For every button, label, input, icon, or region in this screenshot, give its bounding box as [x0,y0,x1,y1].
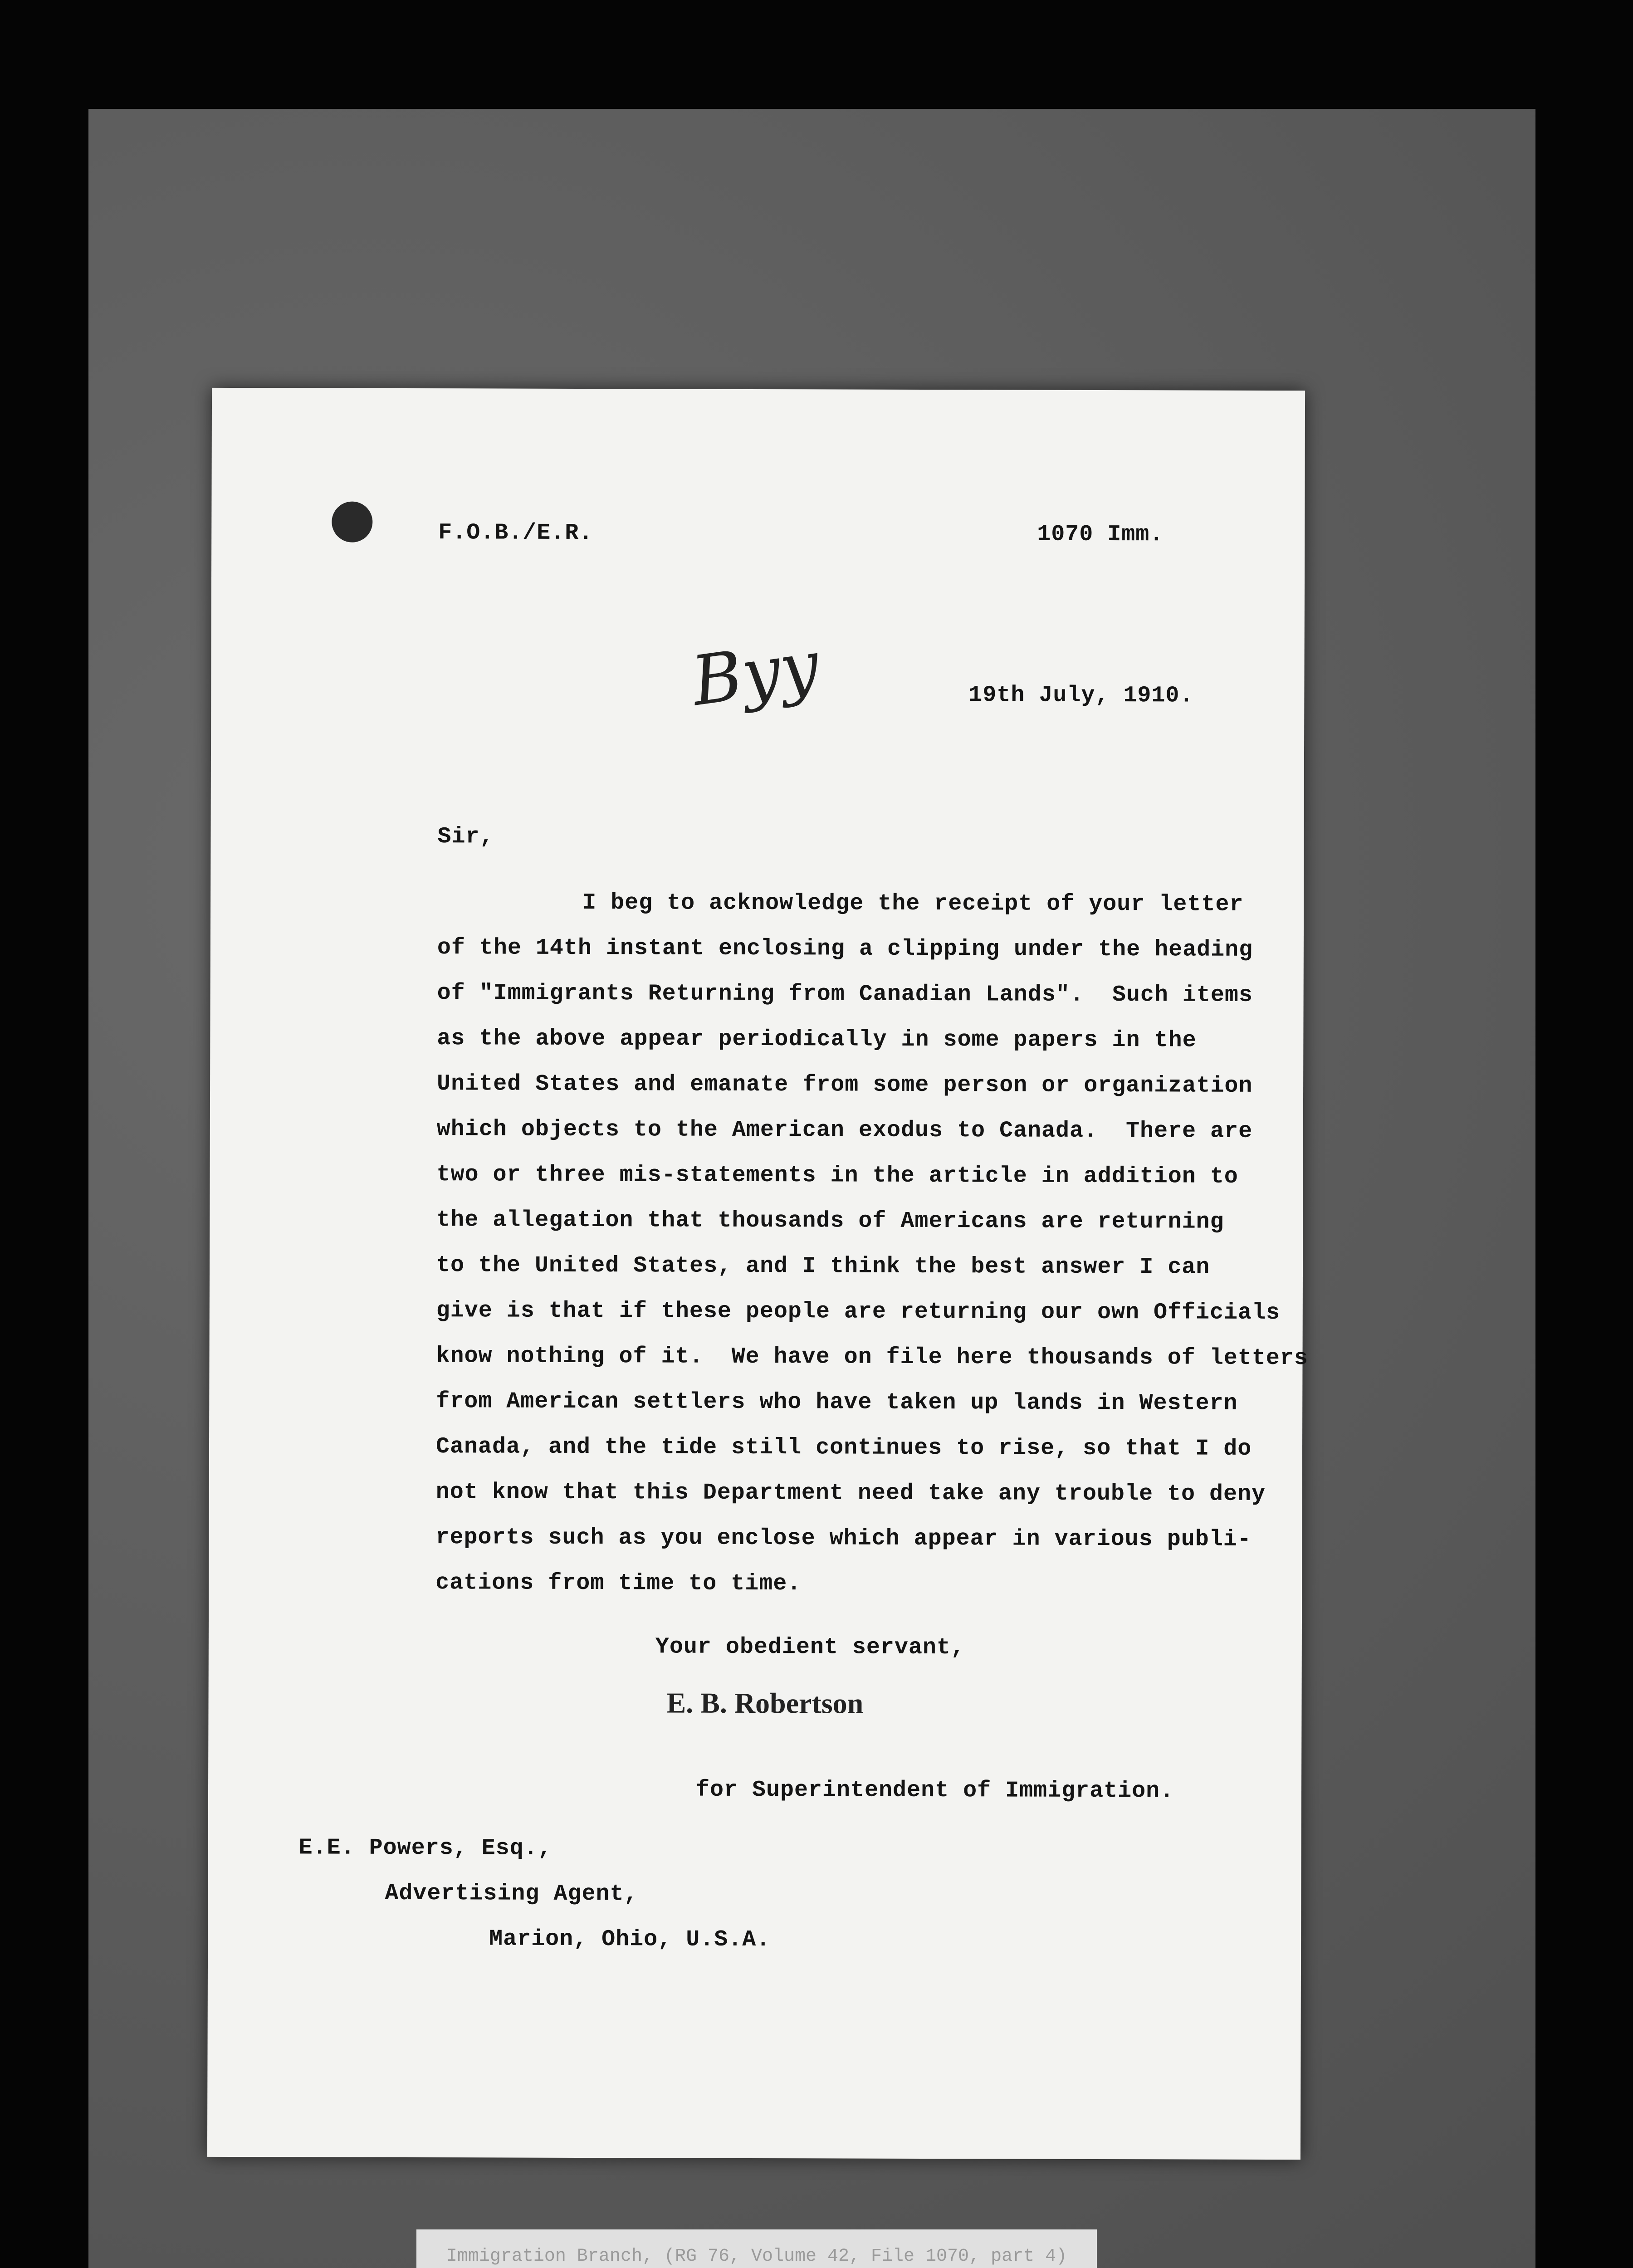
closing: Your obedient servant, [655,1634,965,1661]
body-line: the allegation that thousands of Americans are returning [436,1207,1224,1235]
body-line: two or three mis-statements in the article in addition to [436,1162,1238,1190]
punch-hole [332,502,372,543]
letter-date: 19th July, 1910. [968,682,1194,709]
handwritten-initials: Byy [687,626,824,722]
body-line: know nothing of it. We have on file here thousands of letters [436,1343,1308,1372]
body-line: from American settlers who have taken up lands in Western [436,1388,1238,1417]
body-line: United States and emanate from some person or organization [437,1071,1253,1099]
body-line: to the United States, and I think the best answer I can [436,1252,1210,1281]
reference-right: 1070 Imm. [1037,521,1164,548]
signature-stamp: E. B. Robertson [666,1686,864,1720]
body-line: cations from time to time. [435,1570,802,1597]
archive-source-note: Immigration Branch, (RG 76, Volume 42, File 1070, part 4) [416,2229,1097,2268]
body-line: reports such as you enclose which appear in various publi- [435,1525,1252,1553]
body-line: which objects to the American exodus to Canada. There are [436,1116,1253,1144]
body-line: give is that if these people are returning our own Officials [436,1298,1281,1326]
letter-page [207,388,1308,2160]
signature-title: for Superintendent of Immigration. [695,1777,1174,1804]
addressee-title: Advertising Agent, [385,1880,638,1907]
body-line: Canada, and the tide still continues to rise, so that I do [435,1434,1252,1462]
addressee-location: Marion, Ohio, U.S.A. [489,1926,771,1953]
body-line: as the above appear periodically in some papers in the [437,1026,1197,1054]
body-line: not know that this Department need take any trouble to deny [435,1479,1266,1507]
body-line: of "Immigrants Returning from Canadian Lands". Such items [437,980,1253,1008]
salutation: Sir, [437,824,494,850]
reference-left: F.O.B./E.R. [438,520,593,547]
body-line: of the 14th instant enclosing a clipping under the heading [437,935,1253,963]
body-line: I beg to acknowledge the receipt of your letter [582,890,1244,918]
addressee-name: E.E. Powers, Esq., [298,1835,552,1862]
